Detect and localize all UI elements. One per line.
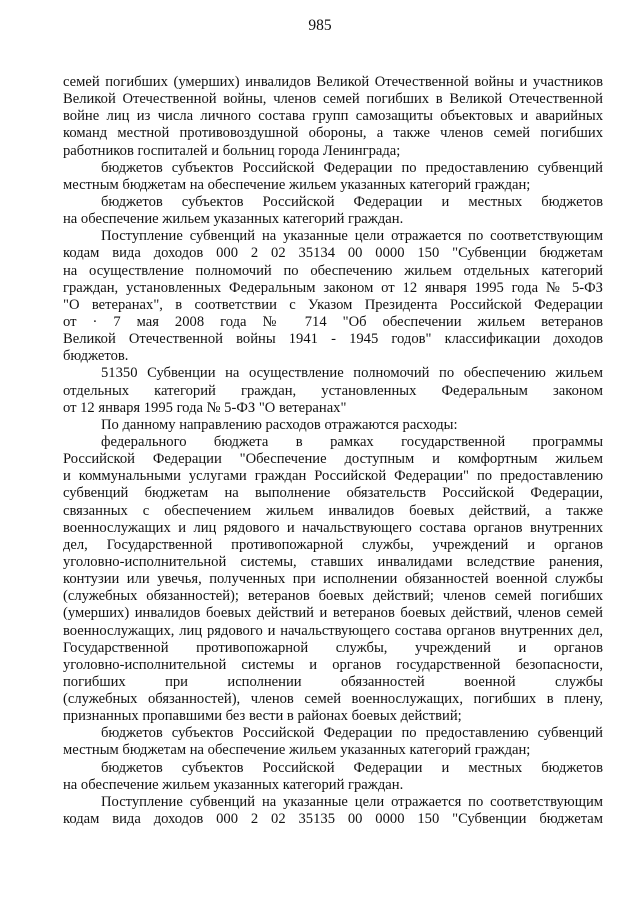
text-line: бюджетов субъектов Российской Федерации по предоставлению субвенций [101,725,603,742]
text-line: на обеспечение жильем указанных категорий граждан. [63,211,404,228]
text-line: (служебных обязанностей), членов семей военнослужащих, погибших в плену, [63,691,603,708]
text-line: войне лиц из числа личного состава групп самозащиты объектовых и аварийных [63,108,603,125]
text-line: (служебных обязанностей); ветеранов боевых действий; членов семей погибших [63,588,603,605]
text-line: Поступление субвенций на указанные цели отражается по соответствующим [101,793,603,810]
text-line: бюджетов. [63,348,129,365]
text-line: уголовно-исполнительной системы, ставших инвалидами вследствие ранения, [63,553,603,570]
text-line: отдельных категорий граждан, установленных Федеральным законом [63,382,603,399]
text-line: Государственной противопожарной службы, учреждений и органов [63,639,603,656]
text-line: 51350 Субвенции на осуществление полномочий по обеспечению жильем [101,365,603,382]
text-line: и коммунальными услугами граждан Российской Федерации" по предоставлению [63,468,603,485]
text-line: семей погибших (умерших) инвалидов Великой Отечественной войны и участников [63,74,603,90]
text-line: субвенций бюджетам на выполнение обязательств Российской Федерации, [63,485,603,502]
text-line: бюджетов субъектов Российской Федерации и местных бюджетов [101,759,603,776]
text-line: военнослужащих и лиц рядового и начальствующего состава органов внутренних [63,519,603,536]
document-body [63,74,603,828]
text-line: кодам вида доходов 000 2 02 35135 00 0000 150 "Субвенции бюджетам [63,811,603,828]
text-line: местным бюджетам на обеспечение жильем указанных категорий граждан; [63,742,531,759]
text-line: кодам вида доходов 000 2 02 35134 00 0000 150 "Субвенции бюджетам [63,245,603,262]
text-line: на обеспечение жильем указанных категорий граждан. [63,776,404,793]
text-line: граждан, установленных Федеральным законом от 12 января 1995 года № 5-ФЗ [63,279,603,296]
text-line: Поступление субвенций на указанные цели отражается по соответствующим [101,228,603,245]
text-line: погибших при исполнении обязанностей военной службы [63,673,603,690]
text-line: местным бюджетам на обеспечение жильем указанных категорий граждан; [63,176,531,193]
text-line: бюджетов субъектов Российской Федерации по предоставлению субвенций [101,159,603,176]
text-line: команд местной противовоздушной обороны, а также членов семей погибших [63,125,603,142]
text-line: признанных пропавшими без вести в районах боевых действий; [63,708,462,725]
text-line: "О ветеранах", в соответствии с Указом Президента Российской Федерации [63,296,603,313]
text-line: контузии или увечья, полученных при исполнении обязанностей военной службы [63,571,603,588]
text-line: от · 7 мая 2008 года № 714 "Об обеспечении жильем ветеранов [63,313,603,330]
text-line: бюджетов субъектов Российской Федерации и местных бюджетов [101,193,603,210]
text-line: связанных с обеспечением жильем инвалидов боевых действий, а также [63,502,603,519]
text-line: дел, Государственной противопожарной службы, учреждений и органов [63,536,603,553]
text-line: от 12 января 1995 года № 5-ФЗ "О ветеранах" [63,399,347,416]
text-line: Великой Отечественной войны, членов семей погибших в Великой Отечественной [63,91,603,108]
text-line: работников госпиталей и больниц города Ленинграда; [63,142,401,159]
text-line: федерального бюджета в рамках государственной программы [101,433,603,450]
text-line: уголовно-исполнительной системы и органов государственной безопасности, [63,656,603,673]
page-number: 985 [308,17,332,34]
text-line: По данному направлению расходов отражаются расходы: [101,416,458,433]
text-line: военнослужащих, лиц рядового и начальствующего состава органов внутренних дел, [63,622,603,639]
text-line: (умерших) инвалидов боевых действий и ветеранов боевых действий, членов семей [63,605,603,622]
text-line: Великой Отечественной войны 1941 - 1945 годов" классификации доходов [63,331,603,348]
text-line: Российской Федерации "Обеспечение доступным и комфортным жильем [63,451,603,468]
text-line: на осуществление полномочий по обеспечению жильем отдельных категорий [63,262,603,279]
